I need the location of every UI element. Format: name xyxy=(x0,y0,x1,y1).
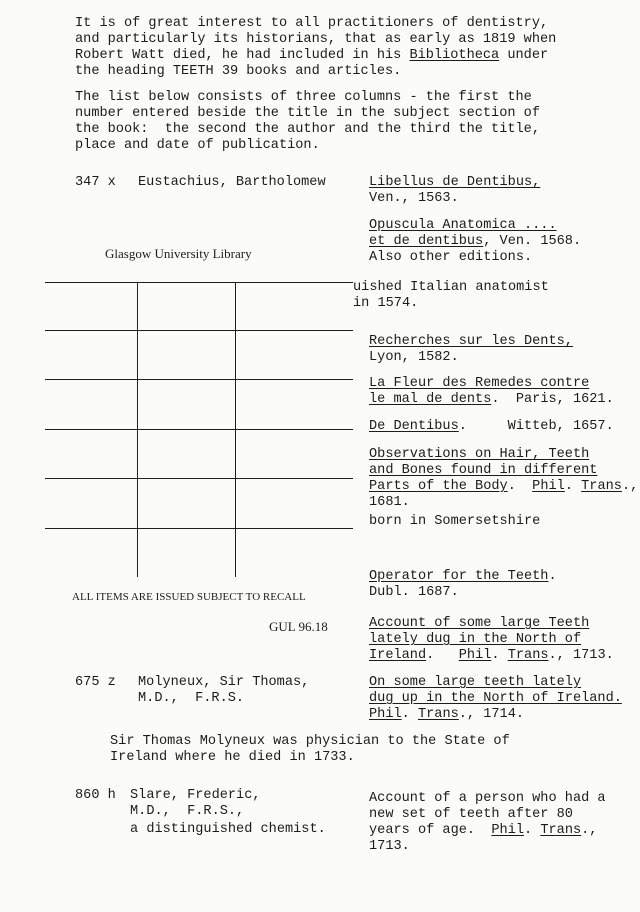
intro-line: The list below consists of three columns - the first the xyxy=(75,90,532,105)
entry-title: Operator for the Teeth. xyxy=(369,569,557,584)
entry-note: born in Somersetshire xyxy=(369,514,541,529)
entry-imprint: Parts of the Body. Phil. Trans., xyxy=(369,479,639,494)
entry-title: and Bones found in different xyxy=(369,463,598,478)
entry-note: Also other editions. xyxy=(369,250,533,265)
intro-line: and particularly its historians, that as early as 1819 when xyxy=(75,32,557,47)
entry-title: Libellus de Dentibus, xyxy=(369,175,541,190)
entry-title: lately dug in the North of xyxy=(369,632,582,647)
entry-title: De Dentibus. Witteb, 1657. xyxy=(369,419,614,434)
entry-imprint: Lyon, 1582. xyxy=(369,350,459,365)
entry-title: Account of a person who had a xyxy=(369,791,606,806)
intro-line: It is of great interest to all practitioners of dentistry, xyxy=(75,16,549,31)
intro-line: number entered beside the title in the subject section of xyxy=(75,106,540,121)
slip-header: Glasgow University Library xyxy=(105,246,252,261)
entry-author: Molyneux, Sir Thomas, xyxy=(138,675,310,690)
intro-line: the book: the second the author and the third the title, xyxy=(75,122,540,137)
entry-imprint: 1713. xyxy=(369,839,410,854)
entry-author: a distinguished chemist. xyxy=(130,822,326,837)
entry-title: La Fleur des Remedes contre xyxy=(369,376,590,391)
slip-footer: ALL ITEMS ARE ISSUED SUBJECT TO RECALL xyxy=(72,591,306,603)
entry-author: M.D., F.R.S., xyxy=(130,804,245,819)
entry-note: in 1574. xyxy=(353,296,419,311)
entry-title: Observations on Hair, Teeth xyxy=(369,447,590,462)
entry-title: Account of some large Teeth xyxy=(369,616,590,631)
entry-author: Eustachius, Bartholomew xyxy=(138,175,326,190)
entry-imprint: 1681. xyxy=(369,495,410,510)
entry-note: uished Italian anatomist xyxy=(353,280,549,295)
entry-imprint: years of age. Phil. Trans., xyxy=(369,823,598,838)
entry-title: Recherches sur les Dents, xyxy=(369,334,573,349)
entry-note: Ireland where he died in 1733. xyxy=(110,750,355,765)
entry-number: 675 z xyxy=(75,675,116,690)
entry-author: Slare, Frederic, xyxy=(130,788,261,803)
library-slip xyxy=(45,232,353,652)
entry-note: Sir Thomas Molyneux was physician to the State of xyxy=(110,734,510,749)
slip-code: GUL 96.18 xyxy=(269,619,328,634)
entry-imprint: Phil. Trans., 1714. xyxy=(369,707,525,722)
entry-imprint: le mal de dents. Paris, 1621. xyxy=(369,392,614,407)
entry-imprint: et de dentibus, Ven. 1568. xyxy=(369,234,582,249)
entry-author: M.D., F.R.S. xyxy=(138,691,245,706)
entry-number: 347 x xyxy=(75,175,116,190)
intro-line: Robert Watt died, he had included in his Bibliotheca under xyxy=(75,48,549,63)
bibliotheca-title: Bibliotheca xyxy=(409,48,500,63)
intro-line: the heading TEETH 39 books and articles. xyxy=(75,64,402,79)
entry-number: 860 h xyxy=(75,788,116,803)
entry-imprint: Ven., 1563. xyxy=(369,191,459,206)
entry-title: On some large teeth lately xyxy=(369,675,582,690)
entry-title: new set of teeth after 80 xyxy=(369,807,573,822)
entry-imprint: Ireland. Phil. Trans., 1713. xyxy=(369,648,614,663)
entry-imprint: Dubl. 1687. xyxy=(369,585,459,600)
entry-title: Opuscula Anatomica .... xyxy=(369,218,557,233)
intro-line: place and date of publication. xyxy=(75,138,320,153)
entry-title: dug up in the North of Ireland. xyxy=(369,691,622,706)
